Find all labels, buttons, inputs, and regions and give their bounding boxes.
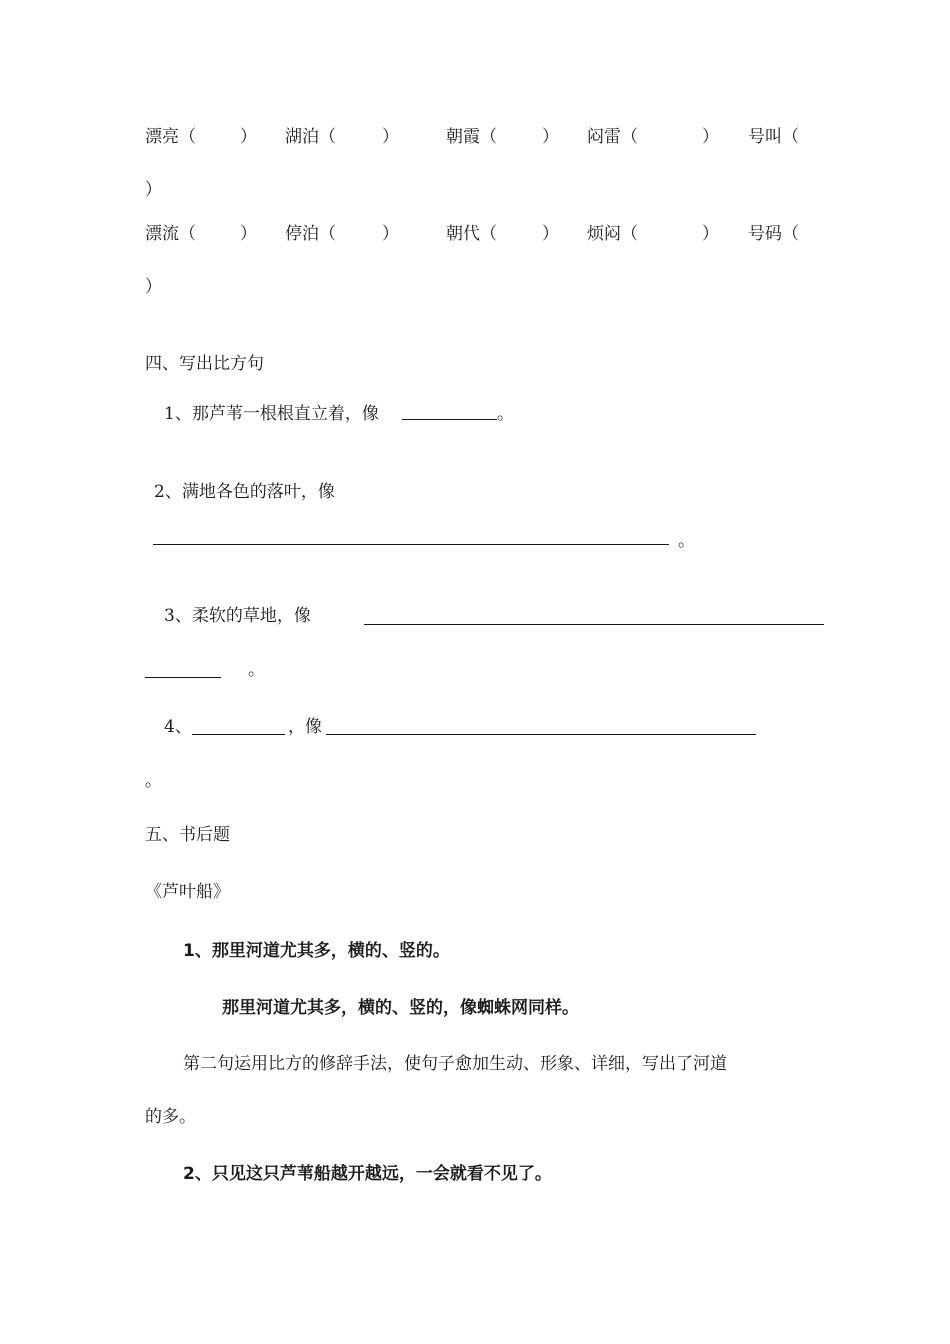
word-6-close: ） — [240, 224, 257, 244]
word-1-open: 漂亮（ — [145, 127, 196, 147]
word-9-close: ） — [702, 224, 719, 244]
q4-subject-blank[interactable] — [192, 734, 285, 735]
word-8-close: ） — [542, 224, 559, 244]
q4-mid: ，像 — [288, 717, 322, 737]
q3-answer-blank-line1[interactable] — [364, 624, 824, 625]
q2-end: 。 — [678, 531, 695, 551]
word-1-close: ） — [240, 127, 257, 147]
q1-prefix: 1、那芦苇一根根直立着，像 — [164, 404, 379, 424]
word-10-close: ） — [145, 277, 162, 297]
exercise-1: 1、那里河道尤其多，横的、竖的。 — [183, 941, 450, 961]
exercise-2: 2、只见这只芦苇船越开越远，一会就看不见了。 — [183, 1164, 552, 1184]
section4-heading: 四、写出比方句 — [145, 354, 264, 374]
word-6-open: 漂流（ — [145, 224, 196, 244]
q2-answer-blank[interactable] — [153, 544, 669, 545]
section5-heading: 五、书后题 — [145, 825, 230, 845]
exercise-1-rewrite: 那里河道尤其多，横的、竖的，像蜘蛛网同样。 — [222, 998, 579, 1018]
q1-end: 。 — [497, 404, 514, 424]
word-8-open: 朝代（ — [446, 224, 497, 244]
q4-end: 。 — [145, 771, 162, 791]
word-9-open: 烦闷（ — [587, 224, 638, 244]
lesson-title: 《芦叶船》 — [145, 882, 230, 902]
word-10-open: 号码（ — [748, 224, 799, 244]
word-3-open: 朝霞（ — [446, 127, 497, 147]
word-5-close: ） — [145, 180, 162, 200]
word-3-close: ） — [542, 127, 559, 147]
word-7-close: ） — [382, 224, 399, 244]
word-7-open: 停泊（ — [285, 224, 336, 244]
word-4-close: ） — [702, 127, 719, 147]
q2-prefix: 2、满地各色的落叶，像 — [154, 482, 335, 502]
explanation-line-1: 第二句运用比方的修辞手法，使句子愈加生动、形象、详细，写出了河道 — [183, 1054, 727, 1074]
q3-prefix: 3、柔软的草地，像 — [164, 606, 311, 626]
explanation-line-2: 的多。 — [145, 1107, 196, 1127]
word-2-close: ） — [382, 127, 399, 147]
q4-answer-blank[interactable] — [326, 734, 756, 735]
word-5-open: 号叫（ — [748, 127, 799, 147]
q4-num: 4、 — [164, 717, 192, 737]
q3-end: 。 — [248, 660, 265, 680]
word-4-open: 闷雷（ — [587, 127, 638, 147]
q3-answer-blank-line2[interactable] — [145, 677, 221, 678]
q1-answer-blank[interactable] — [402, 419, 497, 420]
word-2-open: 湖泊（ — [285, 127, 336, 147]
